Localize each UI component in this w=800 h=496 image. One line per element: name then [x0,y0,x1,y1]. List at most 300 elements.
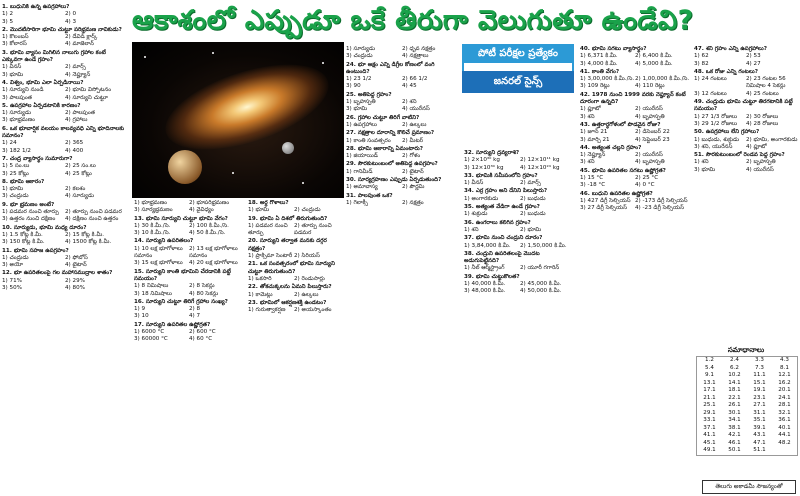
question-text: 13. భూమి సూర్యుని చుట్టూ భూమి వేగం? [134,215,228,222]
answer-row [697,357,797,365]
answer-cell: 20.1 [778,387,791,393]
question-text: 20. సూర్యుని తర్వాత మనకు దగ్గర నక్షత్రం? [248,238,327,252]
answer-cell: 18.1 [728,387,741,393]
answer-option: 1) చంద్రుడు [2,254,29,261]
answer-option: 3) 29 1/2 రోజులు [694,120,738,127]
question-item [2,179,128,201]
answer-cell: 8.1 [780,364,789,371]
answer-option: 4) బృహస్పతి [635,113,665,120]
answer-option: 3) 60000 °C [134,336,168,343]
question-item [134,200,244,215]
answer-option: 3) 82 [694,60,709,67]
answer-option: 1) కొలంబస్ [2,34,29,41]
answer-option: 1) 8 నిమిషాలు [134,283,169,290]
answer-option: 4) సూర్యుని చుట్టూ [65,94,108,101]
answer-option: 2) నక్షత్రం [402,199,424,206]
question-options [580,198,690,213]
answer-row [697,380,797,388]
question-item [248,300,340,315]
answer-option: 4) నెప్ట్యూన్ [65,71,91,78]
answer-option: 2) 6,400 కి.మీ. [635,53,673,60]
question-text: 15. సూర్యుని కాంతి భూమిని చేరడానికి పట్టే సమయం? [134,268,231,282]
answer-option: 4) 50 కి.మీ./సె. [189,230,226,237]
sticker-subject: జనరల్ సైన్స్ [462,71,574,93]
question-options [464,265,576,272]
answer-option: 2) మార్స్ [65,64,86,71]
answer-cell: 14.1 [728,379,741,386]
question-item [346,46,458,61]
question-item [694,129,798,151]
answer-cell: 1.2 [705,357,714,363]
question-text: 19. భూమి ఏ దిశలో తిరుగుతుంది? [248,215,328,222]
question-text: 4. విశ్వం, భూమి ఎలా ఏర్పడినాయి? [2,79,84,86]
question-item [694,152,798,174]
answer-option: 2) -173 డిగ్రీ సెల్సియస్ [635,197,688,204]
answer-option: 3) సూర్యభ్రమణం [134,207,173,214]
answer-option: 1) 3,00,000 కి.మీ./సె. [580,76,635,83]
answer-cell: 23.1 [753,394,766,401]
question-options [2,186,128,201]
answer-option: 1) 15 °C [580,175,604,182]
question-options [346,122,458,129]
answer-option: 1) వీనస్ [2,64,22,71]
answer-option: 2) డేవిడ్ క్లార్క్ [65,34,98,41]
accretion-disk-image [155,47,338,166]
answer-option: 2) 25 °C [635,175,659,182]
question-item [464,220,576,235]
answer-row [697,395,797,403]
question-options [346,200,458,207]
answer-option: 3) 10 [134,313,149,320]
answer-option: 2) 15 కోట్ల కి.మీ. [65,231,105,238]
question-text: 25. అతిపెద్ద గ్రహం? [346,91,392,98]
question-item [2,225,128,247]
answer-option: 1) 1.5 కోట్ల కి.మీ. [2,231,43,238]
answer-option: 2) 45,000 కి.మీ. [520,281,562,288]
answer-option: 2) పౌర్ణమి [402,184,425,191]
answer-option: 4) 110 రెట్లు [635,83,665,90]
answer-cell: 10.2 [728,372,741,378]
star-dot [212,52,214,54]
answer-option: 4) గ్రహాలు [65,117,88,124]
question-item [464,274,576,296]
answer-option: 4) దక్షిణం నుంచి ఉత్తరం [65,216,119,223]
answer-option: 1) 9 [134,306,146,313]
answer-option: 2) 13 లక్ష భూగోళాలు సమానం [189,245,238,260]
answer-option: 2) 66 1/2 [402,76,428,83]
question-item [580,145,690,167]
answer-option: 1) బుధుడు, శుక్రుడు [694,136,740,143]
answer-option: 4) 5,000 కి.మీ. [635,60,673,67]
question-options [248,223,340,238]
answer-option: 1) అంగారకుడు [464,195,499,202]
answer-option: 4) 7 [189,313,201,320]
question-text: 41. కాంతి వేగం? [580,68,620,75]
question-options [346,153,458,160]
answer-option: 2) చంద్రుడు [294,207,321,214]
answer-option: 1) శుక్రుడు [464,211,488,218]
answer-cell: 26.1 [728,402,741,408]
questions-column-5 [464,150,576,490]
answer-option: 1) జియాయిడ్ [346,153,378,160]
star-dot [322,62,324,64]
competitive-exam-sticker [462,44,574,144]
question-text: 48. ఒక రోజు ఎన్ని గంటలు? [694,68,758,75]
answer-option: 2) 100 కి.మీ./సె. [189,222,229,229]
answer-cell: 42.1 [728,432,741,438]
answer-option: 2) బుధుడు [520,211,546,218]
question-text: 45. భూమి ఉపరితల సగటు ఉష్ణోగ్రత? [580,167,666,174]
question-item [2,248,128,270]
answer-option: 4) 1500 కోట్ల కి.మీ. [65,239,112,246]
credit-box: తెలుగు అకాడమీ సౌజన్యంతో [702,480,796,494]
answer-option: 4) యురేనస్ [746,166,774,173]
answer-option: 4) 45 [402,83,417,90]
answer-cell: 45.1 [703,439,716,446]
answer-option: 2) ఉల్కలు [294,291,319,298]
answer-cell: 35.1 [753,417,766,423]
question-options [2,140,128,155]
answer-option: 1) పడమర నుంచి తూర్పు [248,222,288,237]
answer-option: 3) 150 కోట్ల కి.మీ. [2,239,45,246]
answer-option: 2) బుధుడు [520,195,546,202]
answer-option: 3) భూభ్రమణం [2,117,36,124]
question-text: 39. భూమి చుట్టుకొలత? [464,273,520,280]
answer-option: 2) 1,00,000 కి.మీ./సె. [635,76,690,83]
question-text: 22. తోకచుక్కలను ఏమని పిలుస్తారు? [248,284,332,291]
answer-option: 1) 71% [2,277,22,284]
answer-cell: 3.3 [755,357,764,363]
answer-option: 1) సూర్యుడు [2,110,32,117]
answer-option: 1) శని [694,159,709,166]
question-options [346,99,458,114]
answer-cell: 28.1 [778,402,791,408]
answer-option: 1) వీనస్ [464,180,484,187]
answer-option: 3) 90 [346,83,361,90]
question-options [580,175,690,190]
question-options [580,129,690,144]
question-text: 29. సౌరకుటుంబంలో అతిపెద్ద ఉపగ్రహం? [346,161,438,168]
answer-cell: 33.1 [703,417,716,423]
answer-row [697,440,797,448]
question-options [134,200,244,215]
moon-image [282,142,294,154]
answer-option: 4) 27 [746,60,761,67]
answer-option: 3) చంద్రుడు [2,193,29,200]
question-text: 34. ఎర్ర గ్రహం అని దేనిని పిలుస్తారు? [464,188,548,195]
answer-option: 2) తూర్పు నుంచి పడమర [294,222,332,237]
answer-cell: 48.2 [778,439,791,446]
answer-option: 4) యురేనస్ [402,106,430,113]
answer-option: 2) 23 గంటల 56 నిమిషాల 4 సెకన్లు [746,76,786,90]
answer-option: 2) భూమి విస్పోటనం [65,87,112,94]
question-options [464,227,576,234]
answer-cell: 9.1 [705,372,714,378]
answer-option: 3) శని [580,159,595,166]
answer-option: 1) కామెట్లు [248,291,273,298]
question-item [248,238,340,260]
answer-option: 1) ప్రాక్సిమా సెంటారీ [248,253,293,260]
answer-cell: 49.1 [703,447,716,453]
answer-cell: 32.1 [778,409,791,416]
question-text: 37. భూమి నుంచి చంద్రుని దూరం? [464,235,543,242]
answer-option: 1) 427 డిగ్రీ సెల్సియస్ [580,197,631,204]
answer-option: 2) అయస్కాంతం [294,307,332,314]
answer-option: 1) అమావాస్య [346,184,378,191]
answer-option: 2) తూర్పు నుంచి పడమర [65,209,122,216]
question-options [2,110,128,125]
answer-option: 4) సెప్టెంబర్ 23 [635,136,670,143]
star-dot [144,56,146,58]
sticker-subtitle [462,63,574,71]
question-item [346,115,458,130]
question-options [580,53,690,68]
answer-option: 3) భూమి [2,71,24,78]
answer-option: 3) 27 డిగ్రీ సెల్సియస్ [580,205,628,212]
question-options [2,163,128,178]
question-item [2,202,128,224]
answer-option: 2) 30 రోజులు [746,113,779,120]
answer-cell: 25.1 [703,402,716,408]
question-item [580,168,690,190]
answer-cell: 37.1 [703,424,716,431]
answer-option: 2) యూరీ గగారిన్ [520,265,560,272]
answer-option: 4) 20 లక్ష భూగోళాలు [189,260,238,267]
question-item [248,284,340,299]
question-options [2,209,128,224]
question-item [464,251,576,273]
answer-option: 3) 18 నిమిషాలు [134,290,172,297]
answer-option: 2) ఫోబోస్ [65,254,88,261]
answers-title: సమాధానాలు [727,346,765,354]
question-item [134,238,244,267]
answer-option: 4) నక్షత్రాలు [402,53,429,60]
answer-option: 2) డిసెంబర్ 22 [635,129,670,136]
questions-column-2 [134,200,244,490]
question-text: 46. బుధుని ఉపరితల ఉష్ణోగ్రత? [580,190,653,197]
answer-cell: 19.1 [753,387,766,393]
question-options [580,106,690,121]
answer-option: 2) టైటాన్ [402,168,424,175]
question-options [2,255,128,270]
answer-option: 2) మార్స్ [520,180,541,187]
answer-cell: 16.2 [778,379,791,386]
question-options [694,53,798,68]
question-item [2,270,128,292]
answer-option: 3) భూమి [694,166,716,173]
answer-option: 1) కాంతి సంవత్సరం [346,137,391,144]
answer-row [697,425,797,433]
question-options [134,329,244,344]
answer-cell: 50.1 [728,447,741,453]
answer-cell: 38.1 [728,424,741,431]
answer-option: 2) 600 °C [189,329,216,336]
question-text: 33. భూమికి సమీపంలోని గ్రహం? [464,172,538,179]
answer-cell: 47.1 [753,439,766,446]
question-text: 44. అత్యంత చల్లని గ్రహం? [580,144,642,151]
question-text: 38. చంద్రుని ఉపరితలంపై మొదట అడుగుపెట్టినది? [464,250,540,265]
answer-cell: 21.1 [703,394,716,401]
answer-cell: 43.1 [753,432,766,438]
answer-option: 4) సూర్యుడు [65,193,95,200]
question-text: 16. సూర్యుని చుట్టూ తిరిగే గ్రహాల సంఖ్య? [134,298,228,305]
answer-row [697,417,797,425]
answer-option: 2) 8 [189,306,201,313]
question-item [580,122,690,144]
questions-column-1 [2,4,128,494]
answer-key-table [696,356,798,456]
question-options [346,46,458,61]
question-text: 17. సూర్యుని ఉపరితల ఉష్ణోగ్రత? [134,321,211,328]
question-item [694,99,798,128]
answer-cell: 2.4 [730,357,739,363]
answer-option: 2) గోళం [402,153,421,160]
question-options [2,278,128,293]
question-options [464,196,576,203]
question-options [134,223,244,238]
answer-row [697,447,797,455]
answer-option: 4) 3 [65,18,77,25]
answer-cell: 27.1 [753,402,766,408]
answer-option: 1) 24 [2,140,17,147]
question-item [2,126,128,155]
answer-option: 2) భూమి, అంగారకుడు [746,136,798,143]
question-text: 8. భూమి ఆకారం? [2,178,45,185]
question-options [134,246,244,268]
answer-row [697,432,797,440]
question-text: 23. భూమిలో ఆకర్షణశక్తి ఉండటం? [248,299,327,306]
answer-option: 4) 60 °C [189,336,213,343]
answer-cell: 12.1 [778,372,791,378]
question-text: 24. భూ అక్షం ఎన్ని డిగ్రీల కోణంలో వంగి ఉంటుంది? [346,61,435,75]
answer-option: 4) 400 [65,147,84,154]
answer-cell: 4.3 [780,357,789,363]
answer-option: 1) 10 లక్ష భూగోళాలు సమానం [134,245,183,260]
answer-option: 4) 50,000 కి.మీ. [520,288,562,295]
answer-option: 1) గెలాక్సీ [346,199,368,206]
questions-column-4 [346,46,458,490]
answer-option: 4) ప్లూటో [746,143,767,150]
answer-option: 1) సూర్యుని నుండి [2,87,44,94]
answer-option: 2) శని [402,99,417,106]
question-options [464,281,576,296]
answer-option: 1) 62 [694,53,709,60]
answer-option: 1) ప్లూటో [580,106,601,113]
answer-option: 2) 25 సం.లు [65,163,96,170]
answer-cell: 29.1 [703,409,716,416]
answer-option: 1) ఒకసారి [248,275,272,282]
question-options [134,306,244,321]
question-text: 9. భూ భ్రమణం అంటే? [2,201,55,208]
question-item [464,235,576,250]
question-options [694,159,798,174]
answer-option: 2) బృహస్పతి [746,159,776,166]
question-text: 2. మొదటిసారిగా భూమి చుట్టూ పరిభ్రమణ నావికుడు? [2,26,122,33]
answer-option: 4) 80% [65,284,85,291]
question-item [346,62,458,91]
page-headline: ఆకాశంలో ఎప్పుడూ ఒకే తీరుగా వెలుగుతూ ఉండేవి? [132,5,694,36]
question-options [248,307,340,314]
question-text: 43. ఉత్తరార్ధగోళంలో పొడవైన రోజు? [580,121,661,128]
answer-option: 3) 12 గంటలు [694,90,727,97]
question-text: 12. భూ ఉపరితలంపై గల మహాసముద్రాల శాతం? [2,270,113,277]
answer-cell: 22.1 [728,394,741,401]
answer-option: 2) 53 [746,53,761,60]
question-options [248,207,340,214]
question-item [346,177,458,192]
answer-option: 1) 5 సం.లు [2,163,30,170]
question-item [346,92,458,114]
answer-option: 4) బృహస్పతి [635,159,665,166]
answer-cell: 13.1 [703,379,716,386]
answer-option: 3) 10 కి.మీ./సె. [134,230,171,237]
answer-option: 3) మార్చి 21 [580,136,610,143]
question-text: 40. భూమి సగటు వ్యాసార్థం? [580,46,647,52]
question-options [464,211,576,218]
question-text: 26. గ్రహాల చుట్టూ తిరిగే వాటిని? [346,114,420,121]
answer-option: 4) 80 సెకన్లు [189,290,219,297]
answer-option: 2) 29% [65,277,85,284]
question-text: 6. ఒక భూవార్షిక వలయం కాలవ్యవధి ఎన్ని భూదినాలకు సమానం? [2,125,125,140]
answer-cell: 7.3 [755,364,764,371]
answer-option: 1) భూమి [248,207,270,214]
answer-option: 3) 182 1/2 [2,147,31,154]
planet-image [168,150,202,184]
answer-option: 2) ధృవ నక్షత్రం [402,46,436,52]
answer-option: 1) జూన్ 21 [580,129,608,136]
answer-option: 3) 48,000 కి.మీ. [464,288,506,295]
answer-option: 3) -18 °C [580,182,606,189]
question-text: 21. ఒక సంవత్సరంలో భూమి సూర్యుని చుట్టూ తిరుగుతుంది? [248,261,335,275]
question-text: 27. నక్షత్రాల దూరాన్ని కొలిచే ప్రమాణం? [346,130,435,137]
answer-cell: 40.1 [778,424,791,431]
answer-option: 3) ఉత్తరం నుంచి దక్షిణం [2,216,56,223]
solar-system-illustration [132,42,344,198]
answer-cell: 17.1 [703,387,716,393]
question-item [346,161,458,176]
star-dot [232,172,234,174]
answer-option: 2) 365 [65,140,84,147]
answer-option: 3) 50% [2,284,22,291]
question-options [464,157,576,172]
answer-option: 1) సూర్యుడు [346,46,376,52]
question-text: 11. భూమి సహజ ఉపగ్రహం? [2,247,69,254]
answer-option: 2) భూపరిభ్రమణం [189,200,230,206]
question-text: 49. చంద్రుడు భూమి చుట్టూ తిరగటానికి పట్టే సమయం? [694,99,793,113]
question-text: 51. సౌరకుటుంబంలో రెండవ పెద్ద గ్రహం? [694,152,785,159]
answer-option: 1) నెప్ట్యూన్ [580,152,606,159]
answer-option: 3) పాలపుంత [2,94,33,101]
answer-cell: 39.1 [753,424,766,431]
answer-row [697,372,797,380]
star-dot [302,182,304,184]
answer-option: 4) 0 °C [635,182,655,189]
question-item [464,150,576,172]
question-item [248,261,340,283]
question-text: 3. భూమి వ్యాసం మిగిలిన నాలుగు గ్రహాల కంటే ఎక్కువగా ఉండే గ్రహం? [2,49,106,64]
answer-option: 3) భూమి [346,106,368,113]
answer-cell: 24.1 [778,394,791,401]
answer-row [697,402,797,410]
answer-option: 1) బృహస్పతి [346,99,376,106]
question-options [694,114,798,129]
question-item [694,46,798,68]
answer-option: 3) 109 రెట్లు [580,83,610,90]
answer-option: 4) 12×10²⁴ kg [520,164,560,171]
question-text: 14. సూర్యుని ఉపరితలం? [134,238,194,245]
question-options [694,76,798,98]
answer-option: 2) 8 సెకన్లు [189,283,215,290]
